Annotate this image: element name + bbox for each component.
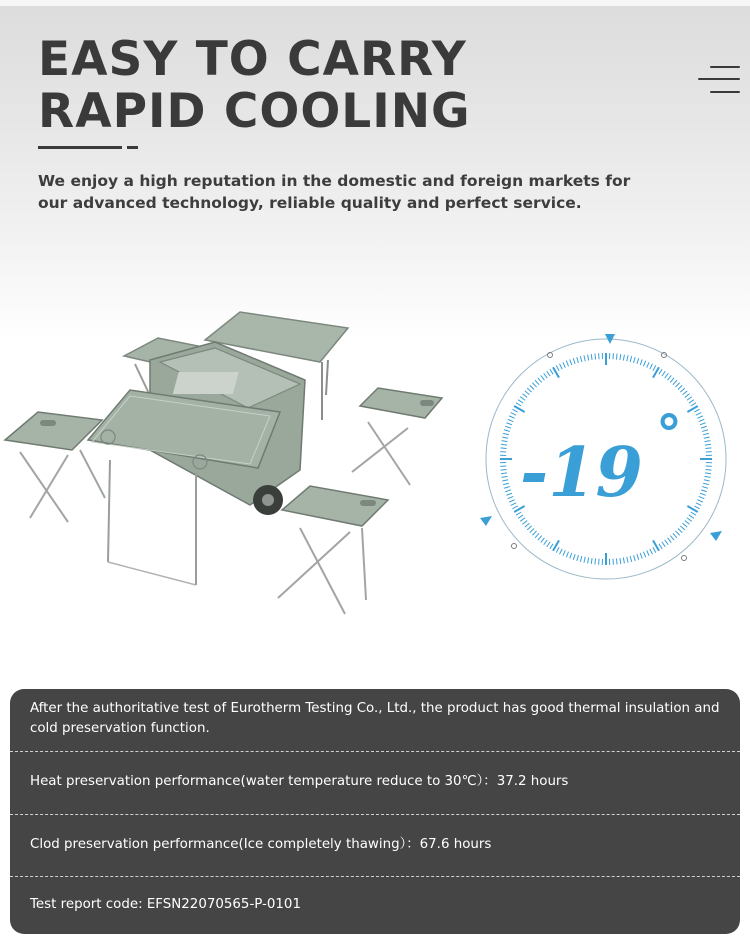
gauge-tick (508, 496, 514, 498)
gauge-tick (550, 369, 553, 374)
gauge-tick (700, 493, 706, 495)
gauge-tick (588, 557, 589, 563)
gauge-tick (701, 490, 707, 492)
gauge-tick (687, 518, 692, 522)
spec-report-row (10, 895, 740, 915)
gauge-tick (547, 542, 550, 547)
row-divider (10, 876, 740, 877)
gauge-tick (689, 400, 694, 403)
gauge-tick (705, 473, 711, 474)
gauge-tick (691, 403, 696, 406)
gauge-tick (675, 383, 679, 387)
gauge-tick (504, 487, 510, 489)
gauge-tick (685, 521, 690, 525)
gauge-tick (662, 371, 665, 376)
spec-heat-row (10, 772, 740, 792)
gauge-tick (668, 375, 672, 380)
gauge-tick (685, 394, 690, 398)
headline-underline-dot (127, 146, 138, 149)
gauge-tick (680, 388, 684, 392)
gauge-tick (650, 364, 653, 369)
gauge-tick (705, 469, 711, 470)
gauge-tick (683, 523, 688, 527)
gauge-tick (505, 490, 511, 492)
gauge-tick (703, 433, 709, 434)
gauge-tick (647, 550, 649, 555)
gauge-tick (502, 441, 508, 442)
gauge-tick (678, 528, 682, 532)
gauge-tick (623, 557, 624, 563)
gauge-tick (556, 365, 559, 370)
gauge-tick (580, 556, 581, 562)
gauge-tick (541, 375, 545, 380)
gauge-tick (560, 364, 563, 369)
gauge-tick (665, 373, 669, 378)
gauge-tick (570, 553, 572, 559)
gauge-tick (509, 416, 514, 418)
page-headline (38, 34, 471, 138)
gauge-tick (525, 391, 530, 395)
gauge-tick (705, 444, 711, 445)
gauge-tick (527, 526, 531, 530)
gauge-tick (700, 423, 706, 425)
spec-panel (10, 689, 740, 934)
gauge-tick (506, 423, 512, 425)
gauge-tick (595, 558, 596, 564)
gauge-tick (532, 531, 536, 535)
gauge-tick (502, 476, 508, 477)
gauge-tick (509, 500, 514, 502)
gauge-tick (670, 378, 674, 383)
gauge-tick (566, 552, 568, 558)
gauge-tick (556, 547, 559, 552)
gauge-tick (683, 391, 688, 395)
gauge-tick (502, 480, 508, 481)
gauge-tick (689, 515, 694, 518)
gauge-tick (535, 533, 539, 537)
gauge-tick (637, 358, 639, 364)
gauge-tick (560, 549, 563, 554)
gauge-tick (691, 512, 696, 515)
gauge-tick (508, 419, 514, 421)
gauge-tick (504, 430, 510, 432)
gauge-tick (502, 437, 508, 438)
gauge-tick (538, 378, 542, 383)
gauge-marker-dot (512, 544, 517, 549)
gauge-tick (544, 373, 548, 378)
spec-heat-preservation: Heat preservation performance(water temperature reduce to 30℃）：37.2 hours (30, 774, 569, 789)
intro-text: We enjoy a high reputation in the domestic and foreign markets for our advanced technology, reliable quality and perfect service. (38, 172, 631, 212)
gauge-tick (595, 354, 596, 360)
gauge-tick (577, 555, 579, 561)
headline-underline (38, 146, 122, 149)
gauge-tick (506, 493, 512, 495)
gauge-tick (696, 413, 701, 416)
gauge-value: -19 (520, 433, 643, 513)
gauge-tick (659, 369, 662, 374)
gauge-tick (522, 394, 527, 398)
gauge-tick (570, 359, 572, 365)
gauge-tick (653, 547, 656, 552)
gauge-tick (532, 383, 536, 387)
gauge-tick (680, 526, 684, 530)
gauge-marker-dot (682, 556, 687, 561)
gauge-tick (630, 556, 631, 562)
gauge-tick (620, 558, 621, 564)
gauge-tick (694, 506, 699, 509)
gauge-tick (591, 354, 592, 360)
gauge-tick (503, 483, 509, 484)
gauge-tick (659, 544, 662, 549)
gauge-tick (530, 528, 534, 532)
gauge-tick (703, 483, 709, 484)
gauge-tick (550, 544, 553, 549)
gauge-tick (522, 521, 527, 525)
gauge-tick (704, 437, 710, 438)
gauge-tick (702, 430, 708, 432)
gauge-tick (670, 536, 674, 541)
gauge-tick (541, 538, 545, 543)
gauge-tick (501, 444, 507, 445)
gauge-tick (518, 515, 523, 518)
gauge-tick (699, 496, 705, 498)
headline-line-1: EASY TO CARRY (38, 32, 467, 87)
gauge-tick (516, 403, 521, 406)
gauge-tick (527, 388, 531, 392)
gauge-tick (701, 426, 707, 428)
gauge-tick (694, 409, 699, 412)
cooler-table-image (0, 300, 490, 630)
gauge-tick (705, 448, 711, 449)
hamburger-menu-icon[interactable] (698, 66, 740, 96)
gauge-tick (503, 433, 509, 434)
gauge-tick (505, 426, 511, 428)
gauge-tick (627, 355, 628, 361)
gauge-tick (643, 552, 645, 558)
gauge-tick (520, 397, 525, 401)
gauge-tick (647, 362, 649, 367)
gauge-tick (616, 558, 617, 564)
gauge-tick (643, 361, 645, 367)
gauge-tick (525, 523, 530, 527)
row-divider (10, 814, 740, 815)
gauge-tick (584, 355, 585, 361)
gauge-tick (512, 409, 517, 412)
row-divider (10, 751, 740, 752)
gauge-tick (563, 362, 565, 367)
gauge-tick (535, 380, 539, 384)
gauge-tick (634, 555, 636, 561)
gauge-tick (584, 557, 585, 563)
gauge-tick (675, 531, 679, 535)
gauge-tick (591, 558, 592, 564)
gauge-tick (588, 355, 589, 361)
gauge-tick (573, 554, 575, 560)
gauge-tick (566, 361, 568, 367)
gauge-tick (512, 506, 517, 509)
gauge-tick (616, 354, 617, 360)
gauge-tick (580, 356, 581, 362)
gauge-tick (577, 357, 579, 363)
gauge-tick (697, 416, 702, 418)
gauge-tick (563, 550, 565, 555)
gauge-tick (662, 542, 665, 547)
gauge-tick (640, 553, 642, 559)
gauge-tick (544, 540, 548, 545)
gauge-tick (501, 448, 507, 449)
spec-statement-row (10, 699, 740, 739)
gauge-tick (634, 357, 636, 363)
gauge-tick (673, 533, 677, 537)
temperature-gauge (478, 328, 734, 590)
gauge-tick (530, 385, 534, 389)
gauge-tick (673, 380, 677, 384)
gauge-tick (630, 356, 631, 362)
gauge-tick (547, 371, 550, 376)
gauge-tick (704, 441, 710, 442)
spec-cold-row (10, 835, 740, 855)
spec-cold-preservation: Clod preservation performance(Ice completely thawing）：67.6 hours (30, 837, 492, 852)
gauge-tick (640, 359, 642, 365)
gauge-tick (518, 400, 523, 403)
top-divider (0, 0, 750, 6)
gauge-tick (704, 476, 710, 477)
gauge-tick (665, 540, 669, 545)
gauge-tick (668, 538, 672, 543)
gauge-tick (573, 358, 575, 364)
gauge-tick (623, 355, 624, 361)
gauge-pointer-right (710, 531, 722, 541)
gauge-tick (501, 469, 507, 470)
gauge-tick (697, 500, 702, 502)
gauge-tick (678, 385, 682, 389)
gauge-tick (704, 480, 710, 481)
gauge-tick (511, 503, 516, 506)
gauge-tick (520, 518, 525, 522)
gauge-tick (653, 365, 656, 370)
gauge-degree-symbol: ° (656, 405, 682, 465)
gauge-tick (650, 549, 653, 554)
gauge-tick (501, 473, 507, 474)
spec-report-code: Test report code: EFSN22070565-P-0101 (30, 897, 301, 912)
gauge-tick (627, 557, 628, 563)
gauge-pointer-left (480, 516, 492, 526)
gauge-tick (511, 413, 516, 416)
gauge-tick (637, 554, 639, 560)
gauge-tick (687, 397, 692, 401)
headline-line-2: RAPID COOLING (38, 84, 471, 139)
gauge-tick (620, 354, 621, 360)
gauge-tick (538, 536, 542, 541)
gauge-tick (702, 487, 708, 489)
spec-statement: After the authoritative test of Eurotherm Testing Co., Ltd., the product has good thermal insulation and cold preservation function. (30, 701, 720, 736)
gauge-tick (696, 503, 701, 506)
gauge-tick (699, 419, 705, 421)
